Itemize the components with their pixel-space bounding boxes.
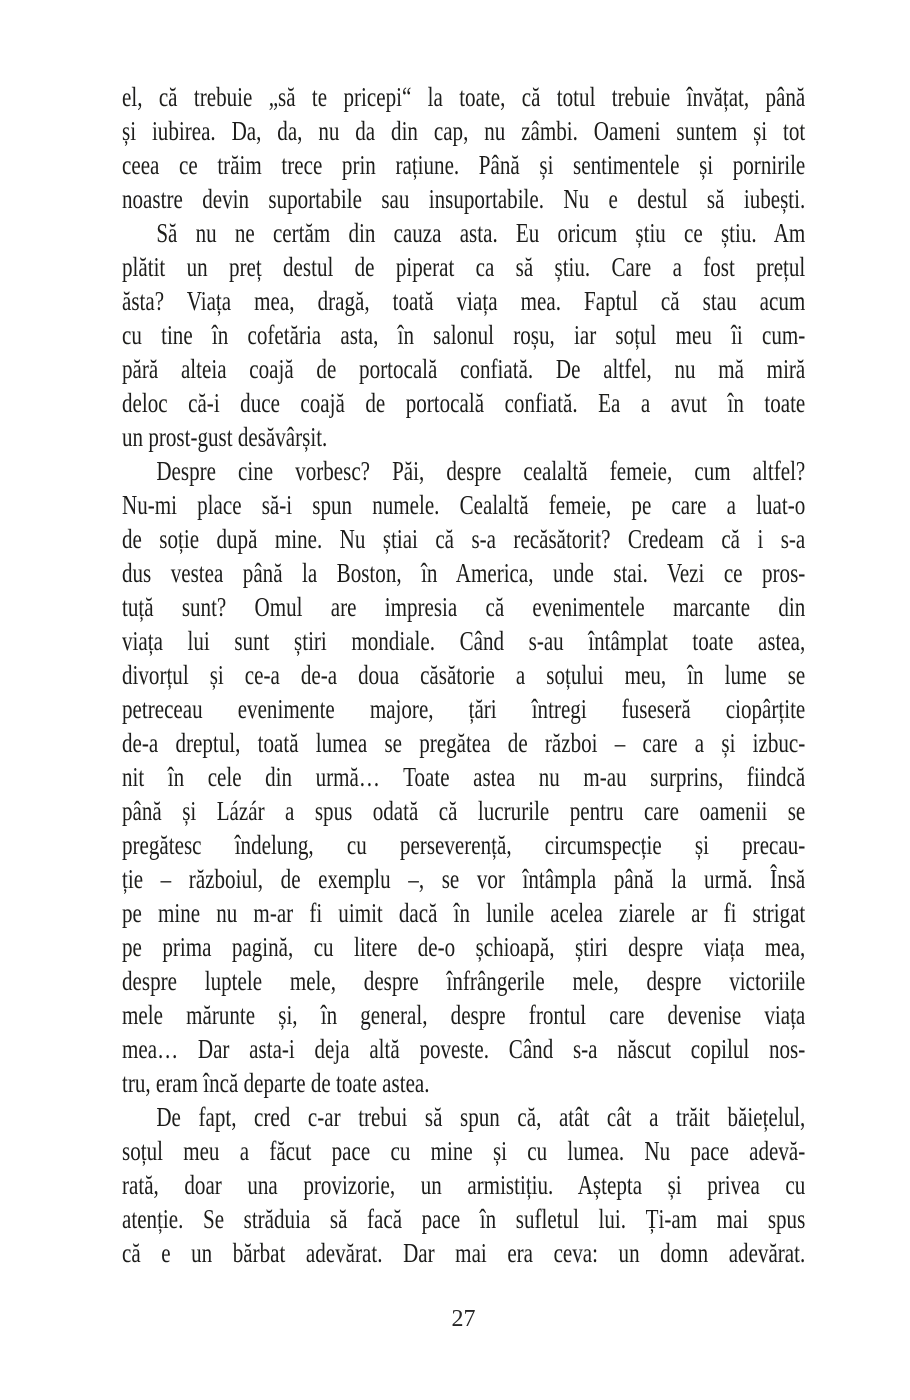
text-line: De fapt, cred c-ar trebui să spun că, atât cât a trăit băiețelul, [156,1102,806,1132]
text-line: petreceau evenimente majore, țări întregi fuseseră ciopârțite [122,694,806,724]
text-line: viața lui sunt știri mondiale. Când s-au întâmplat toate astea, [122,626,806,656]
text-line: atenție. Se străduia să facă pace în sufletul lui. Ți-am mai spus [122,1204,806,1234]
paragraph [122,1100,805,1270]
text-line: ceea ce trăim trece prin rațiune. Până și sentimentele și pornirile [122,150,806,180]
text-line: noastre devin suportabile sau insuportabile. Nu e destul să iubești. [122,184,806,214]
text-line: dus vestea până la Boston, în America, unde stai. Vezi ce pros- [122,558,806,588]
text-line: până și Lázár a spus odată că lucrurile pentru care oamenii se [122,796,806,826]
paragraph [122,216,805,454]
text-line: cu tine în cofetăria asta, în salonul roșu, iar soțul meu îi cum- [122,320,806,350]
paragraph [122,80,805,216]
text-line: nit în cele din urmă… Toate astea nu m-au surprins, fiindcă [122,762,806,792]
text-line: pregătesc îndelung, cu perseverență, circumspecție și precau- [122,830,806,860]
paragraph [122,454,805,1100]
text-line: tru, eram încă departe de toate astea. [122,1068,430,1098]
text-line: ăsta? Viața mea, dragă, toată viața mea. Faptul că stau acum [122,286,806,316]
text-line: că e un bărbat adevărat. Dar mai era ceva: un domn adevărat. [122,1238,806,1268]
text-line: plătit un preț destul de piperat ca să știu. Care a fost prețul [122,252,806,282]
text-line: de-a dreptul, toată lumea se pregătea de război – care a și izbuc- [122,728,806,758]
text-line: tuță sunt? Omul are impresia că evenimentele marcante din [122,592,806,622]
text-line: pe mine nu m-ar fi uimit dacă în lunile acelea ziarele ar fi strigat [122,898,806,928]
text-line: mele mărunte și, în general, despre frontul care devenise viața [122,1000,806,1030]
text-line: divorțul și ce-a de-a doua căsătorie a soțului meu, în lume se [122,660,806,690]
text-line: el, că trebuie „să te pricepi“ la toate, că totul trebuie învățat, până [122,82,806,112]
text-line: Să nu ne certăm din cauza asta. Eu oricum știu ce știu. Am [156,218,806,248]
text-line: soțul meu a făcut pace cu mine și cu lumea. Nu pace adevă- [122,1136,806,1166]
text-line: mea… Dar asta-i deja altă poveste. Când s-a născut copilul nos- [122,1034,806,1064]
text-line: rată, doar una provizorie, un armistițiu. Aștepta și privea cu [122,1170,806,1200]
text-line: pără alteia coajă de portocală confiată. De altfel, nu mă miră [122,354,806,384]
text-line: și iubirea. Da, da, nu da din cap, nu zâmbi. Oameni suntem și tot [122,116,806,146]
page-number: 27 [451,1306,476,1332]
text-line: Nu-mi place să-i spun numele. Cealaltă femeie, pe care a luat-o [122,490,806,520]
text-line: ție – războiul, de exemplu –, se vor întâmpla până la urmă. Însă [122,864,806,894]
text-line: pe prima pagină, cu litere de-o șchioapă, știri despre viața mea, [122,932,806,962]
text-line: deloc că-i duce coajă de portocală confiată. Ea a avut în toate [122,388,806,418]
text-line: Despre cine vorbesc? Păi, despre cealaltă femeie, cum altfel? [156,456,806,486]
page-text-block [122,80,805,1270]
text-line: despre luptele mele, despre înfrângerile mele, despre victoriile [122,966,806,996]
text-line: de soție după mine. Nu știai că s-a recăsătorit? Credeam că i s-a [122,524,806,554]
text-line: un prost-gust desăvârșit. [122,422,328,452]
